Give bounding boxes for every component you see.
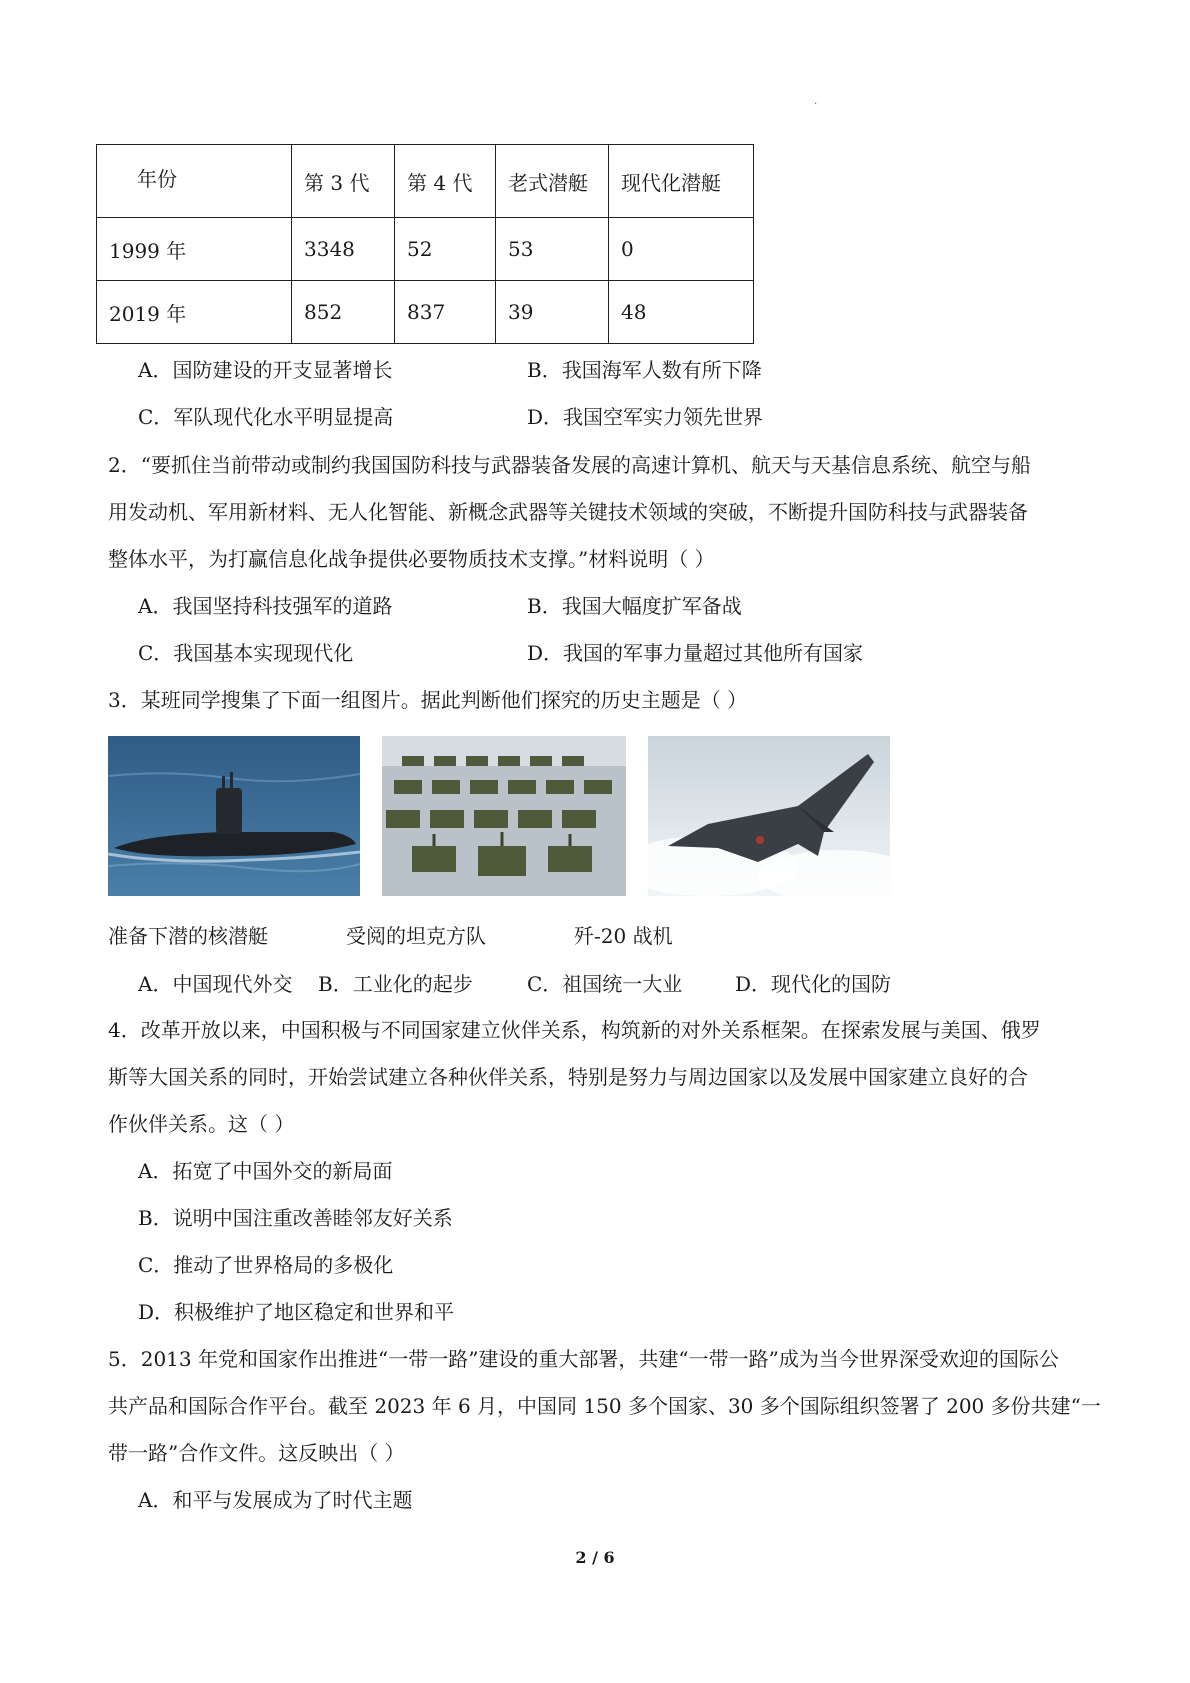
table-header-cell: 年份 (97, 145, 292, 218)
q4-stem-line: 4．改革开放以来，中国积极与不同国家建立伙伴关系，构筑新的对外关系框架。在探索发展与美国、俄罗 (108, 1018, 1041, 1042)
q3-option-a[interactable]: A．中国现代外交 (138, 972, 293, 996)
table-cell: 2019 年 (97, 281, 292, 344)
tank-parade-photo (382, 736, 626, 896)
q3-option-d[interactable]: D．现代化的国防 (735, 972, 892, 996)
q1-option-c[interactable]: C．军队现代化水平明显提高 (138, 405, 394, 429)
q4-option-a[interactable]: A．拓宽了中国外交的新局面 (138, 1159, 393, 1183)
q1-option-d[interactable]: D．我国空军实力领先世界 (527, 405, 764, 429)
q4-stem-line: 斯等大国关系的同时，开始尝试建立各种伙伴关系，特别是努力与周边国家以及发展中国家建立良好的合 (108, 1065, 1028, 1089)
q2-option-b[interactable]: B．我国大幅度扩军备战 (527, 594, 742, 618)
q2-stem-line: 用发动机、军用新材料、无人化智能、新概念武器等关键技术领域的突破，不断提升国防科技与武器装备 (108, 500, 1028, 524)
q3-option-b[interactable]: B．工业化的起步 (318, 972, 473, 996)
q3-option-c[interactable]: C．祖国统一大业 (527, 972, 683, 996)
q4-option-b[interactable]: B．说明中国注重改善睦邻友好关系 (138, 1206, 453, 1230)
table-cell: 0 (609, 218, 754, 281)
table-header-row (97, 145, 754, 218)
submarine-photo (108, 736, 360, 896)
table-header-cell: 老式潜艇 (496, 145, 609, 218)
table-cell: 52 (395, 218, 496, 281)
military-data-table (96, 144, 754, 344)
fighter-jet-photo (648, 736, 890, 896)
q5-stem-line: 5．2013 年党和国家作出推进“一带一路”建设的重大部署，共建“一带一路”成为当今世界深受欢迎的国际公 (108, 1347, 1059, 1371)
photo-caption-jet: 歼-20 战机 (574, 924, 673, 948)
q4-option-d[interactable]: D．积极维护了地区稳定和世界和平 (138, 1300, 455, 1324)
table-header-cell: 第 3 代 (292, 145, 395, 218)
table-row (97, 218, 754, 281)
table-header-cell: 现代化潜艇 (609, 145, 754, 218)
table-cell: 852 (292, 281, 395, 344)
q1-option-a[interactable]: A．国防建设的开支显著增长 (138, 358, 393, 382)
table-cell: 53 (496, 218, 609, 281)
q1-option-b[interactable]: B．我国海军人数有所下降 (527, 358, 762, 382)
table-cell: 837 (395, 281, 496, 344)
q2-option-c[interactable]: C．我国基本实现现代化 (138, 641, 354, 665)
q2-option-a[interactable]: A．我国坚持科技强军的道路 (138, 594, 393, 618)
q2-option-d[interactable]: D．我国的军事力量超过其他所有国家 (527, 641, 864, 665)
q5-stem-line: 共产品和国际合作平台。截至 2023 年 6 月，中国同 150 多个国家、30 多个国际组织签署了 200 多份共建“一 (108, 1394, 1101, 1418)
photo-caption-tanks: 受阅的坦克方队 (346, 924, 486, 948)
q5-stem-line: 带一路”合作文件。这反映出（ ） (108, 1441, 405, 1465)
table-cell: 3348 (292, 218, 395, 281)
corner-mark: . (814, 96, 818, 107)
q4-option-c[interactable]: C．推动了世界格局的多极化 (138, 1253, 394, 1277)
q2-stem-line: 2．“要抓住当前带动或制约我国国防科技与武器装备发展的高速计算机、航天与天基信息系统、航空与船 (108, 453, 1031, 477)
table-cell: 1999 年 (97, 218, 292, 281)
q3-stem: 3．某班同学搜集了下面一组图片。据此判断他们探究的历史主题是（ ） (108, 688, 748, 712)
q2-stem-line: 整体水平，为打赢信息化战争提供必要物质技术支撑。”材料说明（ ） (108, 547, 715, 571)
table-cell: 48 (609, 281, 754, 344)
q5-option-a[interactable]: A．和平与发展成为了时代主题 (138, 1488, 413, 1512)
table-header-cell: 第 4 代 (395, 145, 496, 218)
page-number: 2 / 6 (575, 1548, 615, 1567)
q4-stem-line: 作伙伴关系。这（ ） (108, 1112, 295, 1136)
table-row (97, 281, 754, 344)
photo-caption-submarine: 准备下潜的核潜艇 (108, 924, 268, 948)
table-cell: 39 (496, 281, 609, 344)
